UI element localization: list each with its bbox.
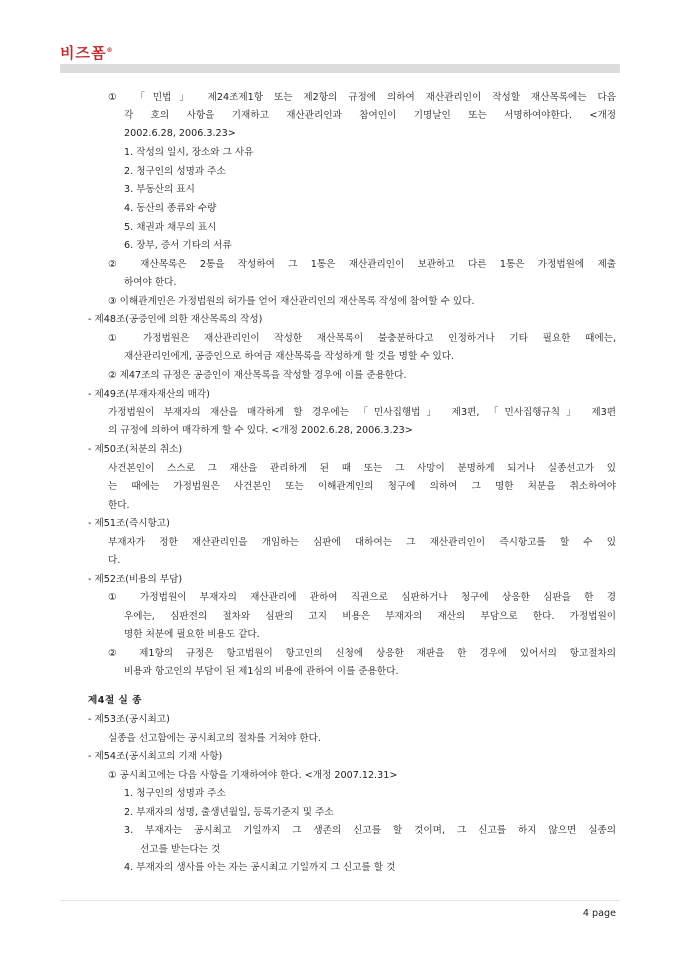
paragraph-line: 하여야 한다. [124,277,177,288]
list-item: 5. 채권과 채무의 표시 [124,222,217,233]
list-item: 2. 부재자의 성명, 출생년월일, 등록기준지 및 주소 [124,807,334,818]
list-item: 6. 장부, 증서 기타의 서류 [124,240,232,251]
paragraph-line: 우에는, 심판전의 절차와 심판의 고지 비용은 부재자의 재산의 부담으로 한다. 가정법원이 [124,611,616,622]
section-title: 제4절 실 종 [88,695,142,706]
list-item: 1. 작성의 일시, 장소와 그 사유 [124,147,254,158]
paragraph-line: 다. [108,555,121,566]
article-heading: - 제48조(공증인에 의한 재산목록의 작성) [88,314,263,325]
paragraph-line: 명한 처분에 필요한 비용도 같다. [124,629,260,640]
footer-divider [60,900,620,901]
list-item: 4. 동산의 종류와 수량 [124,203,217,214]
paragraph-line: 비용과 항고인의 부담이 된 제1심의 비용에 관하여 이를 준용한다. [124,666,399,677]
paragraph-line: ① 「민법」 제24조제1항 또는 제2항의 규정에 의하여 재산관리인이 작성할 재산목록에는 다음 [108,92,616,103]
paragraph-line: ① 가정법원이 부재자의 재산관리에 관하여 직권으로 심판하거나 청구에 상응한 심판을 한 경 [108,592,616,603]
paragraph-line: ② 재산목록은 2통을 작성하여 그 1통은 재산관리인이 보관하고 다른 1통은 가정법원에 제출 [108,259,616,270]
logo-registered-mark: ® [106,47,114,54]
paragraph-line: 가정법원이 부재자의 재산을 매각하게 할 경우에는 「민사집행법」 제3편, 「민사집행규칙」 제3편 [108,407,616,418]
paragraph-line: 재산관리인에게, 공증인으로 하여금 재산목록을 작성하게 할 것을 명할 수 있다. [124,351,455,362]
list-item: 3. 부동산의 표시 [124,184,195,195]
paragraph-line: 사건본인이 스스로 그 재산을 관리하게 된 때 또는 그 사망이 분명하게 되거나 실종선고가 있 [108,463,616,474]
article-heading: - 제54조(공시최고의 기재 사항) [88,751,223,762]
article-heading: - 제52조(비용의 부담) [88,574,183,585]
paragraph-line: ③ 이해관계인은 가정법원의 허가를 얻어 재산관리인의 재산목록 작성에 참여할 수 있다. [108,296,475,307]
list-item: 4. 부재자의 생사를 아는 자는 공시최고 기일까지 그 신고를 할 것 [124,862,396,873]
logo-text: 비즈폼 [60,44,107,62]
list-item: 1. 청구인의 성명과 주소 [124,788,226,799]
paragraph-line: ② 제47조의 규정은 공증인이 재산목록을 작성할 경우에 이를 준용한다. [108,370,407,381]
paragraph-line: 의 규정에 의하여 매각하게 할 수 있다. <개정 2002.6.28, 2006.3.23> [108,425,413,436]
article-heading: - 제49조(부재자재산의 매각) [88,389,210,400]
paragraph-line: 는 때에는 가정법원은 사건본인 또는 이해관계인의 청구에 의하여 그 명한 처분을 취소하여야 [108,481,616,492]
paragraph-line: 한다. [108,500,130,511]
paragraph-line: 2002.6.28, 2006.3.23> [124,128,236,139]
article-heading: - 제50조(처분의 취소) [88,444,183,455]
list-item: 3. 부재자는 공시최고 기일까지 그 생존의 신고를 할 것이며, 그 신고를 하지 않으면 실종의 [124,825,616,836]
page-number: 4 page [582,908,616,919]
list-item: 선고를 받는다는 것 [140,844,221,855]
paragraph-line: 실종을 선고함에는 공시최고의 절차를 거쳐야 한다. [108,733,321,744]
article-heading: - 제51조(즉시항고) [88,518,170,529]
paragraph-line: ② 제1항의 규정은 항고법원이 항고인의 신청에 상응한 재판을 한 경우에 있어서의 항고절차의 [108,648,616,659]
header-bar [60,64,620,73]
paragraph-line: ① 가정법원은 재산관리인이 작성한 재산목록이 불충분하다고 인정하거나 기타 필요한 때에는, [108,333,616,344]
list-item: 2. 청구인의 성명과 주소 [124,166,226,177]
paragraph-line: ① 공시최고에는 다음 사항을 기재하여야 한다. <개정 2007.12.31> [108,770,398,781]
paragraph-line: 각 호의 사항을 기재하고 재산관리인과 참여인이 기명날인 또는 서명하여야한다. <개정 [124,110,616,121]
paragraph-line: 부재자가 정한 재산관리인을 개임하는 심판에 대하여는 그 재산관리인이 즉시항고를 할 수 있 [108,537,616,548]
bizforms-logo [60,42,113,63]
article-heading: - 제53조(공시최고) [88,714,170,725]
